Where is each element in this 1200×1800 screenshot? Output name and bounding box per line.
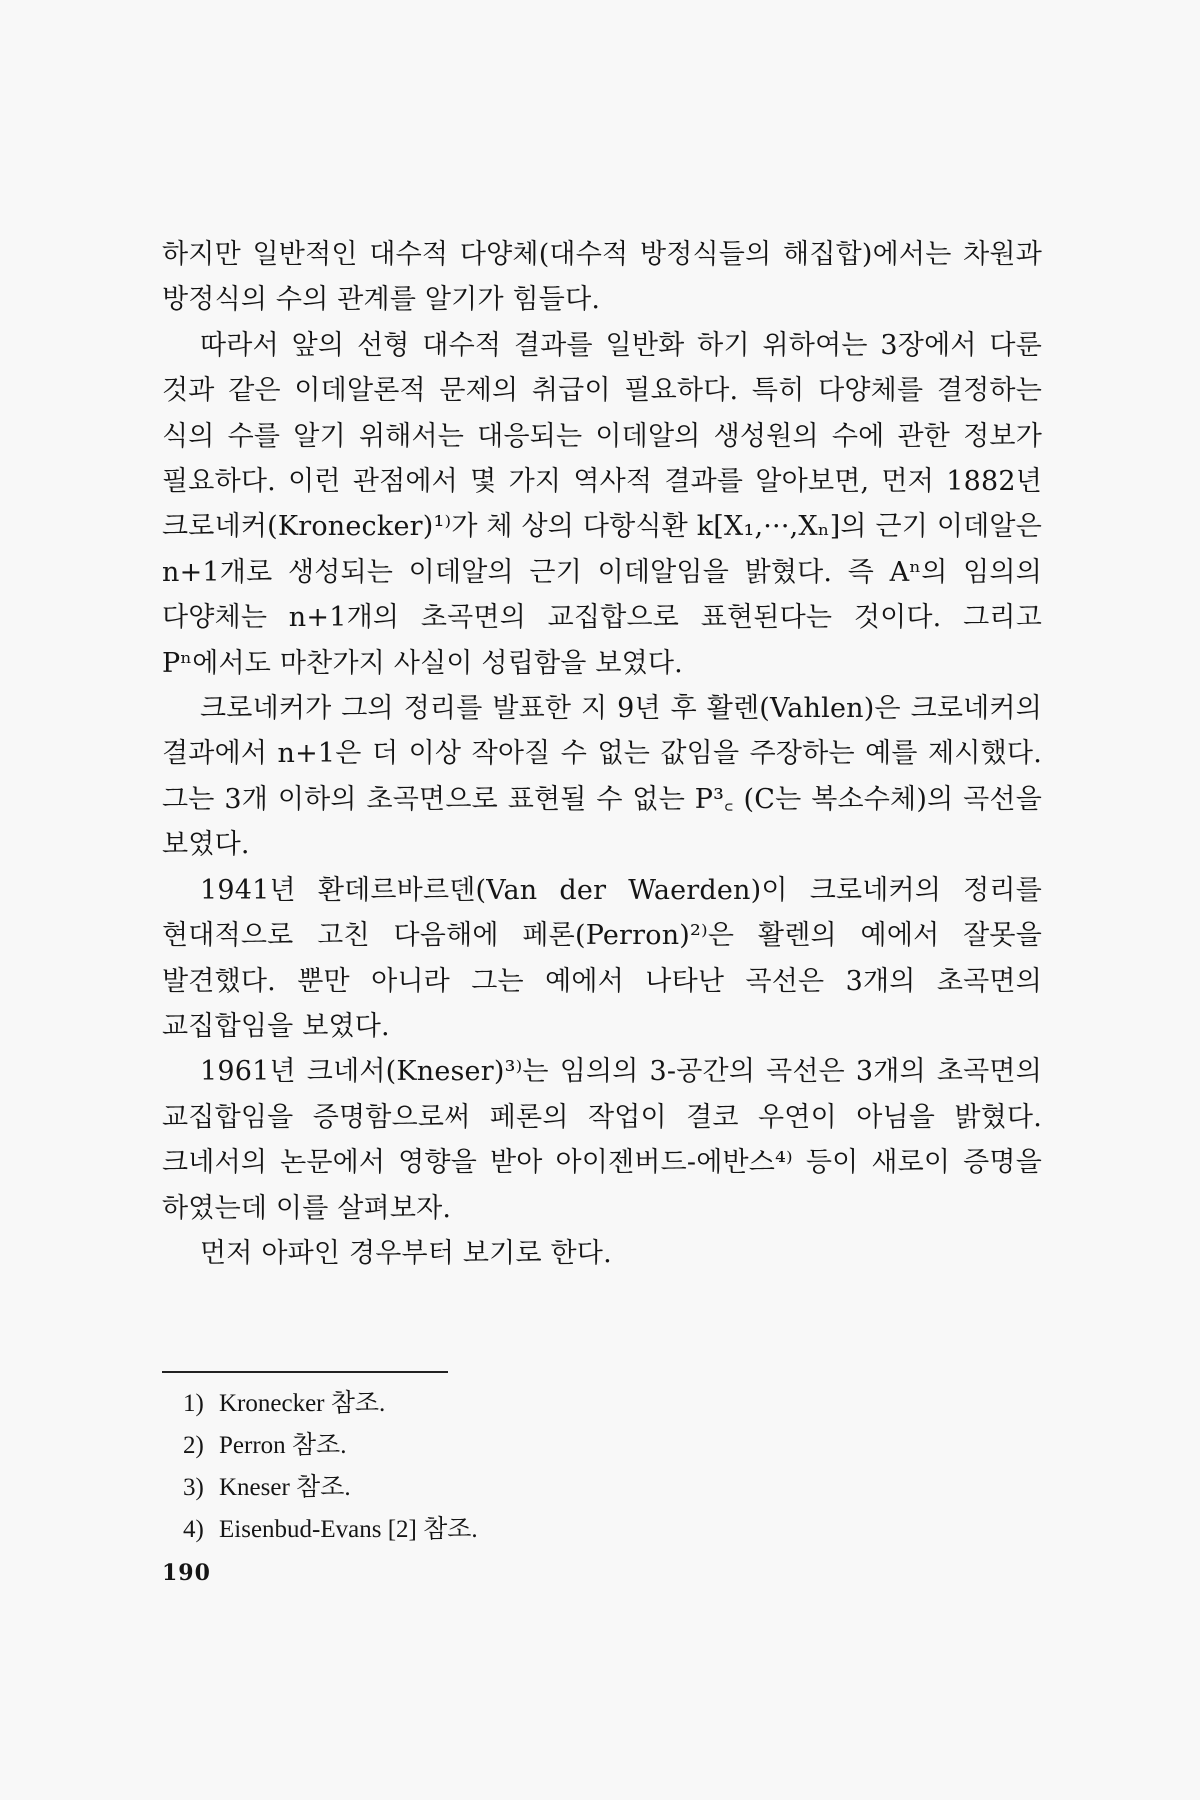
footnote-item — [183, 1467, 883, 1509]
footnote-number: 4) — [183, 1516, 204, 1543]
page-number: 190 — [162, 1560, 211, 1586]
footnotes — [183, 1383, 883, 1551]
paragraph-5: 1961년 크네서(Kneser)³⁾는 임의의 3-공간의 곡선은 3개의 초곡면의 교집합임을 증명함으로써 페론의 작업이 결코 우연이 아님을 밝혔다. 크네서의 논문에서 영향을 받아 아이젠버드-에반스⁴⁾ 등이 새로이 증명을 하였는데 이를 살펴보자. — [162, 1056, 1042, 1224]
paragraph-2: 따라서 앞의 선형 대수적 결과를 일반화 하기 위하여는 3장에서 다룬 것과 같은 이데알론적 문제의 취급이 필요하다. 특히 다양체를 결정하는 식의 수를 알기 위해서는 대응되는 이데알의 생성원의 수에 관한 정보가 필요하다. 이런 관점에서 몇 가지 역사적 결과를 알아보면, 먼저 1882년 크로네커(Kronecker)¹⁾가 체 상의 다항식환 k[X₁,···,Xₙ]의 근기 이데알은 n+1개로 생성되는 이데알의 근기 이데알임을 밝혔다. 즉 Aⁿ의 임의의 다양체는 n+1개의 초곡면의 교집합으로 표현된다는 것이다. 그리고 Pⁿ에서도 마찬가지 사실이 성립함을 보였다. — [162, 329, 1042, 679]
footnote-divider — [162, 1371, 448, 1373]
paragraph-4: 1941년 환데르바르덴(Van der Waerden)이 크로네커의 정리를 현대적으로 고친 다음해에 페론(Perron)²⁾은 활렌의 예에서 잘못을 발견했다. 뿐만 아니라 그는 예에서 나타난 곡선은 3개의 초곡면의 교집합임을 보였다. — [162, 874, 1042, 1042]
footnote-text: Kronecker 참조. — [219, 1390, 386, 1417]
paragraph-3: 크로네커가 그의 정리를 발표한 지 9년 후 활렌(Vahlen)은 크로네커의 결과에서 n+1은 더 이상 작아질 수 없는 값임을 주장하는 예를 제시했다. 그는 3개 이하의 초곡면으로 표현될 수 없는 P³꜀ (C는 복소수체)의 곡선을 보였다. — [162, 693, 1042, 861]
footnote-text: Perron 참조. — [219, 1432, 347, 1459]
footnote-number: 1) — [183, 1390, 204, 1417]
paragraph-6: 먼저 아파인 경우부터 보기로 한다. — [200, 1237, 612, 1269]
body-text — [162, 232, 1042, 1276]
footnote-text: Kneser 참조. — [219, 1474, 351, 1501]
footnote-number: 3) — [183, 1474, 204, 1501]
footnote-text: Eisenbud-Evans [2] 참조. — [219, 1516, 478, 1543]
footnote-item — [183, 1383, 883, 1425]
footnote-item — [183, 1425, 883, 1467]
footnote-item — [183, 1509, 883, 1551]
paragraph-1: 하지만 일반적인 대수적 다양체(대수적 방정식들의 해집합)에서는 차원과 방정식의 수의 관계를 알기가 힘들다. — [162, 239, 1042, 316]
footnote-number: 2) — [183, 1432, 204, 1459]
